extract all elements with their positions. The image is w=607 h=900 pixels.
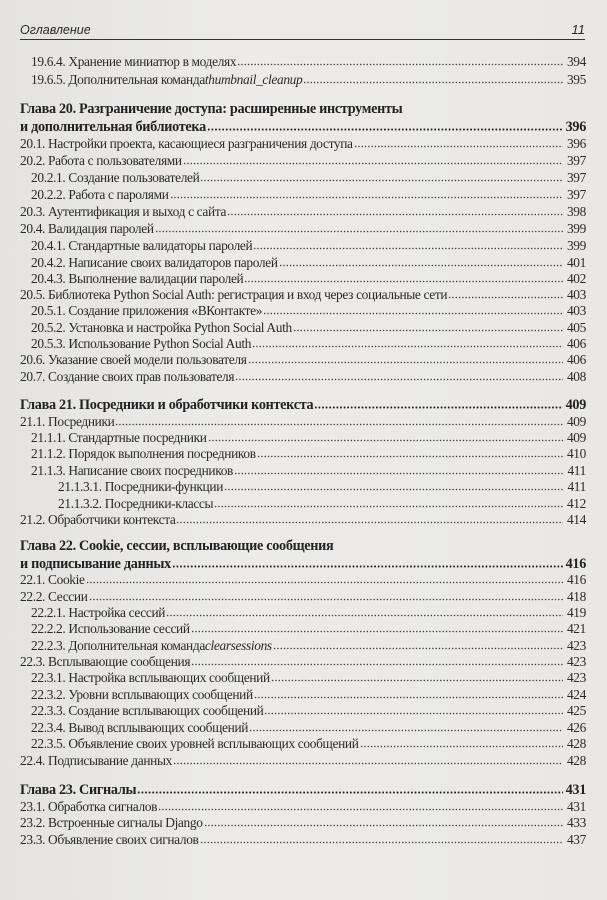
entry-page-number: 411: [567, 463, 586, 478]
dot-leader: [360, 738, 563, 748]
dot-leader: [235, 371, 563, 381]
entry-title: 22.3.1. Настройка всплывающих сообщений: [31, 670, 270, 685]
toc-entry: [20, 799, 586, 815]
toc-entry: [20, 605, 586, 621]
entry-title: и дополнительная библиотека: [20, 119, 206, 135]
entry-title: 22.3. Всплывающие сообщения: [20, 654, 191, 669]
entry-page-number: 418: [566, 589, 586, 604]
dot-leader: [170, 189, 563, 199]
entry-page-number: 409: [565, 397, 586, 413]
dot-leader: [173, 755, 563, 765]
dot-leader: [254, 689, 563, 699]
dot-leader: [89, 591, 563, 601]
toc-entry: [20, 621, 586, 637]
entry-title: Глава 21. Посредники и обработчики контекста: [20, 397, 314, 413]
entry-page-number: 426: [566, 720, 586, 735]
dot-leader: [279, 257, 563, 267]
entry-title: 20.5. Библиотека Python Social Auth: регистрация и вход через социальные сети: [20, 287, 448, 302]
toc-entry: [20, 170, 586, 186]
page-number: 11: [571, 22, 585, 37]
dot-leader: [273, 640, 563, 650]
entry-page-number: 412: [566, 496, 586, 511]
entry-title: 22.2.2. Использование сессий: [31, 621, 190, 636]
chapter-entry: [20, 397, 586, 413]
dot-leader: [191, 656, 563, 666]
entry-page-number: 406: [566, 352, 586, 367]
entry-title: 22.2.3. Дополнительная команда: [31, 638, 205, 653]
entry-page-number: 399: [566, 238, 586, 253]
entry-page-number: 411: [567, 479, 586, 494]
entry-title: 22.3.3. Создание всплывающих сообщений: [31, 703, 264, 718]
dot-leader: [252, 338, 563, 348]
entry-page-number: 437: [566, 832, 586, 847]
entry-page-number: 416: [565, 556, 586, 572]
entry-title: 20.4.2. Написание своих валидаторов паролей: [31, 255, 278, 270]
dot-leader: [214, 498, 563, 508]
entry-page-number: 403: [566, 287, 586, 302]
entry-title: 20.7. Создание своих прав пользователя: [20, 369, 235, 384]
entry-page-number: 431: [565, 782, 586, 798]
entry-title: Глава 20. Разграничение доступа: расширенные инструменты: [20, 101, 403, 117]
entry-title: Глава 23. Сигналы: [20, 782, 137, 798]
dot-leader: [158, 801, 563, 811]
entry-page-number: 423: [566, 638, 586, 653]
entry-page-number: 410: [566, 446, 586, 461]
dot-leader: [191, 623, 563, 633]
entry-page-number: 397: [566, 153, 586, 168]
toc-entry: [20, 204, 586, 220]
entry-title: 22.3.4. Вывод всплывающих сообщений: [31, 720, 249, 735]
entry-page-number: 397: [566, 187, 586, 202]
entry-page-number: 408: [566, 369, 586, 384]
toc-entry: [20, 463, 586, 479]
entry-page-number: 409: [566, 414, 586, 429]
entry-title: и подписывание данных: [20, 556, 171, 572]
entry-page-number: 403: [566, 303, 586, 318]
toc-entry: [20, 654, 586, 670]
dot-leader: [172, 558, 563, 568]
dot-leader: [115, 416, 563, 426]
entry-page-number: 423: [566, 670, 586, 685]
entry-title: 20.6. Указание своей модели пользователя: [20, 352, 247, 367]
entry-title: 20.2.1. Создание пользователей: [31, 170, 200, 185]
entry-title: 21.1.3.2. Посредники-классы: [58, 496, 214, 511]
dot-leader: [237, 56, 563, 66]
entry-title: 20.4. Валидация паролей: [20, 221, 154, 236]
entry-title: 19.6.5. Дополнительная команда: [31, 72, 205, 87]
chapter-entry: [20, 119, 586, 135]
toc-entry: [20, 703, 586, 719]
entry-title: Глава 22. Cookie, сессии, всплывающие сообщения: [20, 538, 334, 554]
entry-page-number: 433: [566, 815, 586, 830]
entry-title: 22.2.1. Настройка сессий: [31, 605, 166, 620]
toc-entry: [20, 572, 586, 588]
entry-page-number: 396: [565, 119, 586, 135]
dot-leader: [244, 273, 563, 283]
dot-leader: [204, 817, 563, 827]
entry-title: 23.2. Встроенные сигналы Django: [20, 815, 203, 830]
entry-page-number: 428: [566, 736, 586, 751]
toc-entry: [20, 589, 586, 605]
entry-page-number: 431: [566, 799, 586, 814]
entry-title: 20.5.2. Установка и настройка Python Social Auth: [31, 320, 292, 335]
toc-entry: [20, 720, 586, 736]
toc-entry: [20, 512, 586, 528]
entry-title: 21.1.3.1. Посредники-функции: [58, 479, 224, 494]
dot-leader: [200, 172, 563, 182]
entry-page-number: 409: [566, 430, 586, 445]
dot-leader: [207, 121, 563, 131]
toc-entry: [20, 255, 586, 271]
dot-leader: [248, 354, 563, 364]
entry-page-number: 414: [566, 512, 586, 527]
toc-entry: [20, 303, 586, 319]
entry-page-number: 406: [566, 336, 586, 351]
entry-title: 22.1. Cookie: [20, 572, 85, 587]
toc-entry: [20, 736, 586, 752]
entry-title: 21.1. Посредники: [20, 414, 115, 429]
entry-title: 21.1.2. Порядок выполнения посредников: [31, 446, 256, 461]
entry-title: 19.6.4. Хранение миниатюр в моделях: [31, 54, 237, 69]
dot-leader: [354, 138, 563, 148]
toc-entry: [20, 414, 586, 430]
dot-leader: [263, 305, 563, 315]
entry-title: 20.5.1. Создание приложения «ВКонтакте»: [31, 303, 263, 318]
header-title: Оглавление: [20, 23, 91, 37]
toc-entry: [20, 221, 586, 237]
dot-leader: [253, 240, 563, 250]
toc-entry: [20, 136, 586, 152]
entry-title: 23.1. Обработка сигналов: [20, 799, 158, 814]
dot-leader: [155, 223, 563, 233]
entry-page-number: 401: [566, 255, 586, 270]
entry-title: 21.1.1. Стандартные посредники: [31, 430, 207, 445]
entry-title: 21.2. Обработчики контекста: [20, 512, 176, 527]
toc-entry: [20, 815, 586, 831]
toc-entry: [20, 369, 586, 385]
entry-page-number: 421: [566, 621, 586, 636]
dot-leader: [234, 465, 563, 475]
entry-page-number: 423: [566, 654, 586, 669]
entry-page-number: 424: [566, 687, 586, 702]
entry-title: 22.2. Сессии: [20, 589, 88, 604]
chapter-entry: [20, 782, 586, 798]
entry-page-number: 428: [566, 753, 586, 768]
toc-entry: [20, 638, 586, 654]
running-header: [20, 17, 585, 40]
toc-entry: [20, 187, 586, 203]
dot-leader: [249, 722, 563, 732]
dot-leader: [200, 834, 563, 844]
entry-page-number: 416: [566, 572, 586, 587]
entry-title: 20.2. Работа с пользователями: [20, 153, 182, 168]
dot-leader: [183, 155, 563, 165]
entry-page-number: 402: [566, 271, 586, 286]
toc-entry: [20, 832, 586, 848]
dot-leader: [303, 74, 563, 84]
chapter-entry: [20, 101, 586, 117]
chapter-entry: [20, 538, 586, 554]
toc-entry: [20, 687, 586, 703]
dot-leader: [208, 432, 563, 442]
dot-leader: [448, 289, 563, 299]
dot-leader: [264, 705, 563, 715]
toc-entry: [20, 479, 586, 495]
chapter-entry: [20, 556, 586, 572]
entry-page-number: 399: [566, 221, 586, 236]
entry-page-number: 398: [566, 204, 586, 219]
toc-entry: [20, 352, 586, 368]
entry-page-number: 394: [566, 54, 586, 69]
toc-entry: [20, 72, 586, 88]
entry-title-code: clearsessions: [204, 638, 272, 653]
entry-title: 20.4.3. Выполнение валидации паролей: [31, 271, 244, 286]
dot-leader: [166, 607, 563, 617]
entry-page-number: 419: [566, 605, 586, 620]
toc-entry: [20, 753, 586, 769]
entry-title: 20.5.3. Использование Python Social Auth: [31, 336, 252, 351]
entry-title: 20.3. Аутентификация и выход с сайта: [20, 204, 227, 219]
entry-title-code: thumbnail_cleanup: [204, 72, 303, 87]
dot-leader: [271, 672, 563, 682]
entry-title: 23.3. Объявление своих сигналов: [20, 832, 199, 847]
entry-page-number: 405: [566, 320, 586, 335]
entry-page-number: 397: [566, 170, 586, 185]
dot-leader: [257, 448, 563, 458]
dot-leader: [176, 514, 563, 524]
entry-title: 22.3.2. Уровни всплывающих сообщений: [31, 687, 253, 702]
entry-title: 21.1.3. Написание своих посредников: [31, 463, 234, 478]
toc-entry: [20, 446, 586, 462]
entry-title: 20.4.1. Стандартные валидаторы паролей: [31, 238, 253, 253]
toc-entry: [20, 54, 586, 70]
entry-page-number: 396: [566, 136, 586, 151]
toc-entry: [20, 336, 586, 352]
toc-entry: [20, 238, 586, 254]
toc-entry: [20, 670, 586, 686]
entry-title: 20.2.2. Работа с паролями: [31, 187, 169, 202]
dot-leader: [86, 574, 563, 584]
dot-leader: [293, 322, 563, 332]
toc-entry: [20, 320, 586, 336]
entry-title: 22.4. Подписывание данных: [20, 753, 172, 768]
dot-leader: [224, 481, 563, 491]
dot-leader: [227, 206, 563, 216]
dot-leader: [137, 784, 563, 794]
toc-entry: [20, 153, 586, 169]
dot-leader: [314, 399, 563, 409]
entry-page-number: 425: [566, 703, 586, 718]
toc-entry: [20, 271, 586, 287]
entry-title: 20.1. Настройки проекта, касающиеся разграничения доступа: [20, 136, 353, 151]
toc-entry: [20, 496, 586, 512]
toc-entry: [20, 430, 586, 446]
entry-page-number: 395: [566, 72, 586, 87]
entry-title: 22.3.5. Объявление своих уровней всплывающих сообщений: [31, 736, 359, 751]
toc-entry: [20, 287, 586, 303]
